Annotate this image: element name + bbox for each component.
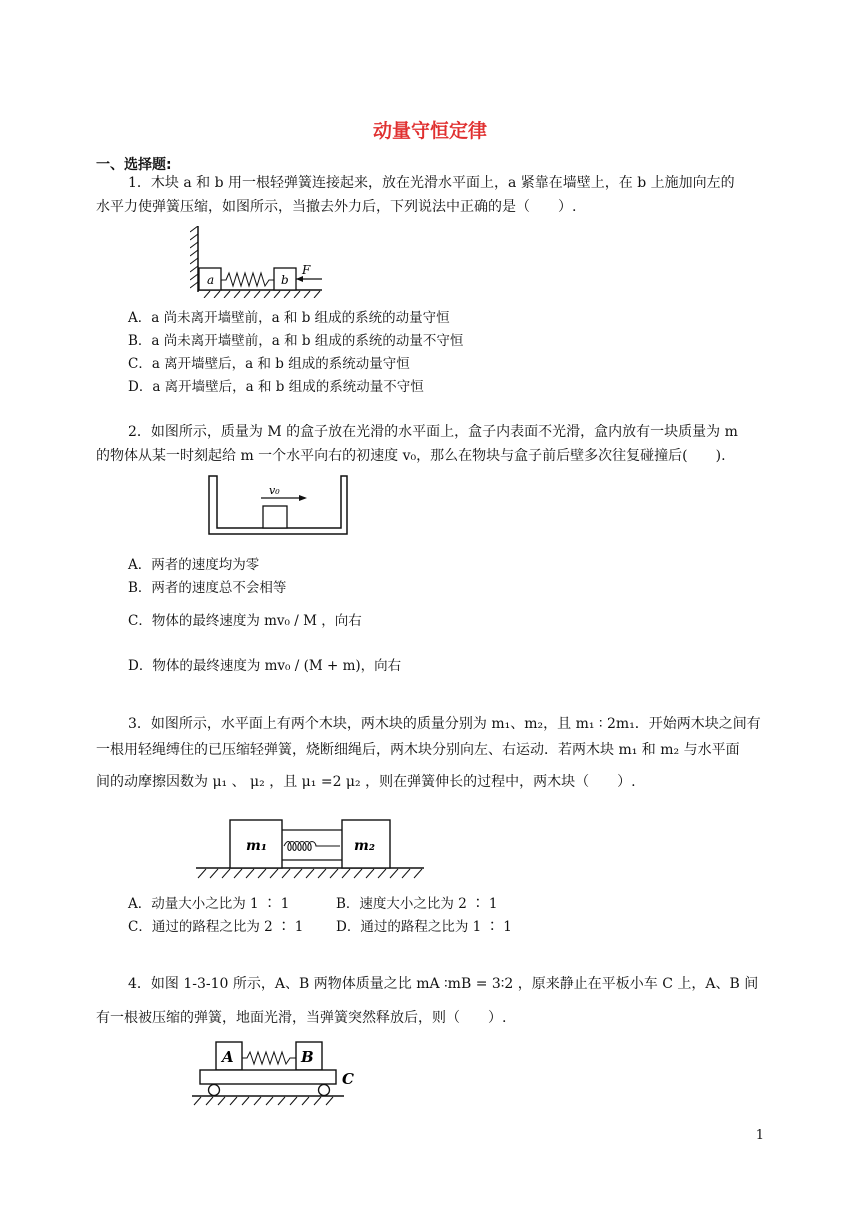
block-m	[263, 506, 287, 528]
q2-option-d: D．物体的最终速度为 mv₀ / (M + m)，向右	[128, 658, 402, 674]
q3-option-b: B．速度大小之比为 2 ∶ 1	[336, 896, 498, 912]
section-heading: 一、选择题:	[96, 157, 172, 173]
q2-option-a: A．两者的速度均为零	[128, 557, 260, 573]
block-m2-label: m₂	[354, 838, 375, 854]
question-1-line-2: 水平力使弹簧压缩，如图所示，当撤去外力后，下列说法中正确的是（ ）.	[96, 199, 577, 215]
velocity-label: v₀	[269, 484, 280, 497]
coil-spring	[284, 842, 340, 851]
question-1-line-1: 1．木块 a 和 b 用一根轻弹簧连接起来，放在光滑水平面上，a 紧靠在墙壁上，在 b 上施加向左的	[128, 175, 735, 191]
question-3-line-2: 一根用轻绳缚住的已压缩轻弹簧，烧断细绳后，两木块分别向左、右运动．若两木块 m₁ 和 m₂ 与水平面	[96, 742, 740, 758]
q1-option-a: A．a 尚未离开墙壁前，a 和 b 组成的系统的动量守恒	[128, 310, 450, 326]
q3-option-a: A．动量大小之比为 1 ∶ 1	[128, 896, 290, 912]
q1-option-d: D．a 离开墙壁后，a 和 b 组成的系统动量不守恒	[128, 379, 424, 395]
spring-AB	[242, 1052, 296, 1064]
q2-option-c: C．物体的最终速度为 mv₀ / M ，向右	[128, 613, 362, 629]
wheel-left	[209, 1085, 220, 1096]
question-2-figure	[205, 474, 355, 538]
block-B-label: B	[301, 1048, 314, 1066]
q3-option-d: D．通过的路程之比为 1 ∶ 1	[336, 919, 512, 935]
question-4-line-2: 有一根被压缩的弹簧，地面光滑，当弹簧突然释放后，则（ ）.	[96, 1010, 507, 1026]
question-4-figure	[192, 1038, 372, 1108]
force-label: F	[302, 263, 311, 277]
question-4-line-1: 4．如图 1-3-10 所示，A、B 两物体质量之比 mA ∶mB = 3∶2 ，原来静止在平板小车 C 上，A、B 间	[128, 976, 759, 992]
question-2-line-2: 的物体从某一时刻起给 m 一个水平向右的初速度 v₀，那么在物块与盒子前后壁多次往复碰撞后( ).	[96, 448, 726, 464]
block-a-label: a	[207, 273, 215, 287]
velocity-arrowhead	[299, 495, 307, 501]
block-A-label: A	[222, 1048, 234, 1066]
q1-option-c: C．a 离开墙壁后，a 和 b 组成的系统动量守恒	[128, 356, 410, 372]
q2-option-b: B．两者的速度总不会相等	[128, 580, 287, 596]
question-3-line-1: 3．如图所示，水平面上有两个木块，两木块的质量分别为 m₁、m₂，且 m₁ ∶ 2m₁．开始两木块之间有	[128, 716, 761, 732]
wheel-right	[319, 1085, 330, 1096]
question-1-figure	[190, 226, 330, 298]
block-m1-label: m₁	[246, 838, 267, 854]
cart-C-label: C	[342, 1070, 354, 1088]
page-title: 动量守恒定律	[372, 120, 487, 142]
spring	[221, 273, 274, 286]
block-b-label: b	[281, 273, 289, 287]
question-3-figure	[196, 816, 426, 880]
question-2-line-1: 2．如图所示，质量为 M 的盒子放在光滑的水平面上，盒子内表面不光滑，盒内放有一块质量为 m	[128, 424, 738, 440]
question-3-line-3: 间的动摩擦因数为 μ₁ 、 μ₂ ，且 μ₁ =2 μ₂ ，则在弹簧伸长的过程中，两木块（ ）.	[96, 774, 636, 790]
q1-option-b: B．a 尚未离开墙壁前，a 和 b 组成的系统的动量不守恒	[128, 333, 464, 349]
q3-option-c: C．通过的路程之比为 2 ∶ 1	[128, 919, 304, 935]
cart-C	[200, 1070, 336, 1084]
page-number: 1	[755, 1128, 764, 1143]
